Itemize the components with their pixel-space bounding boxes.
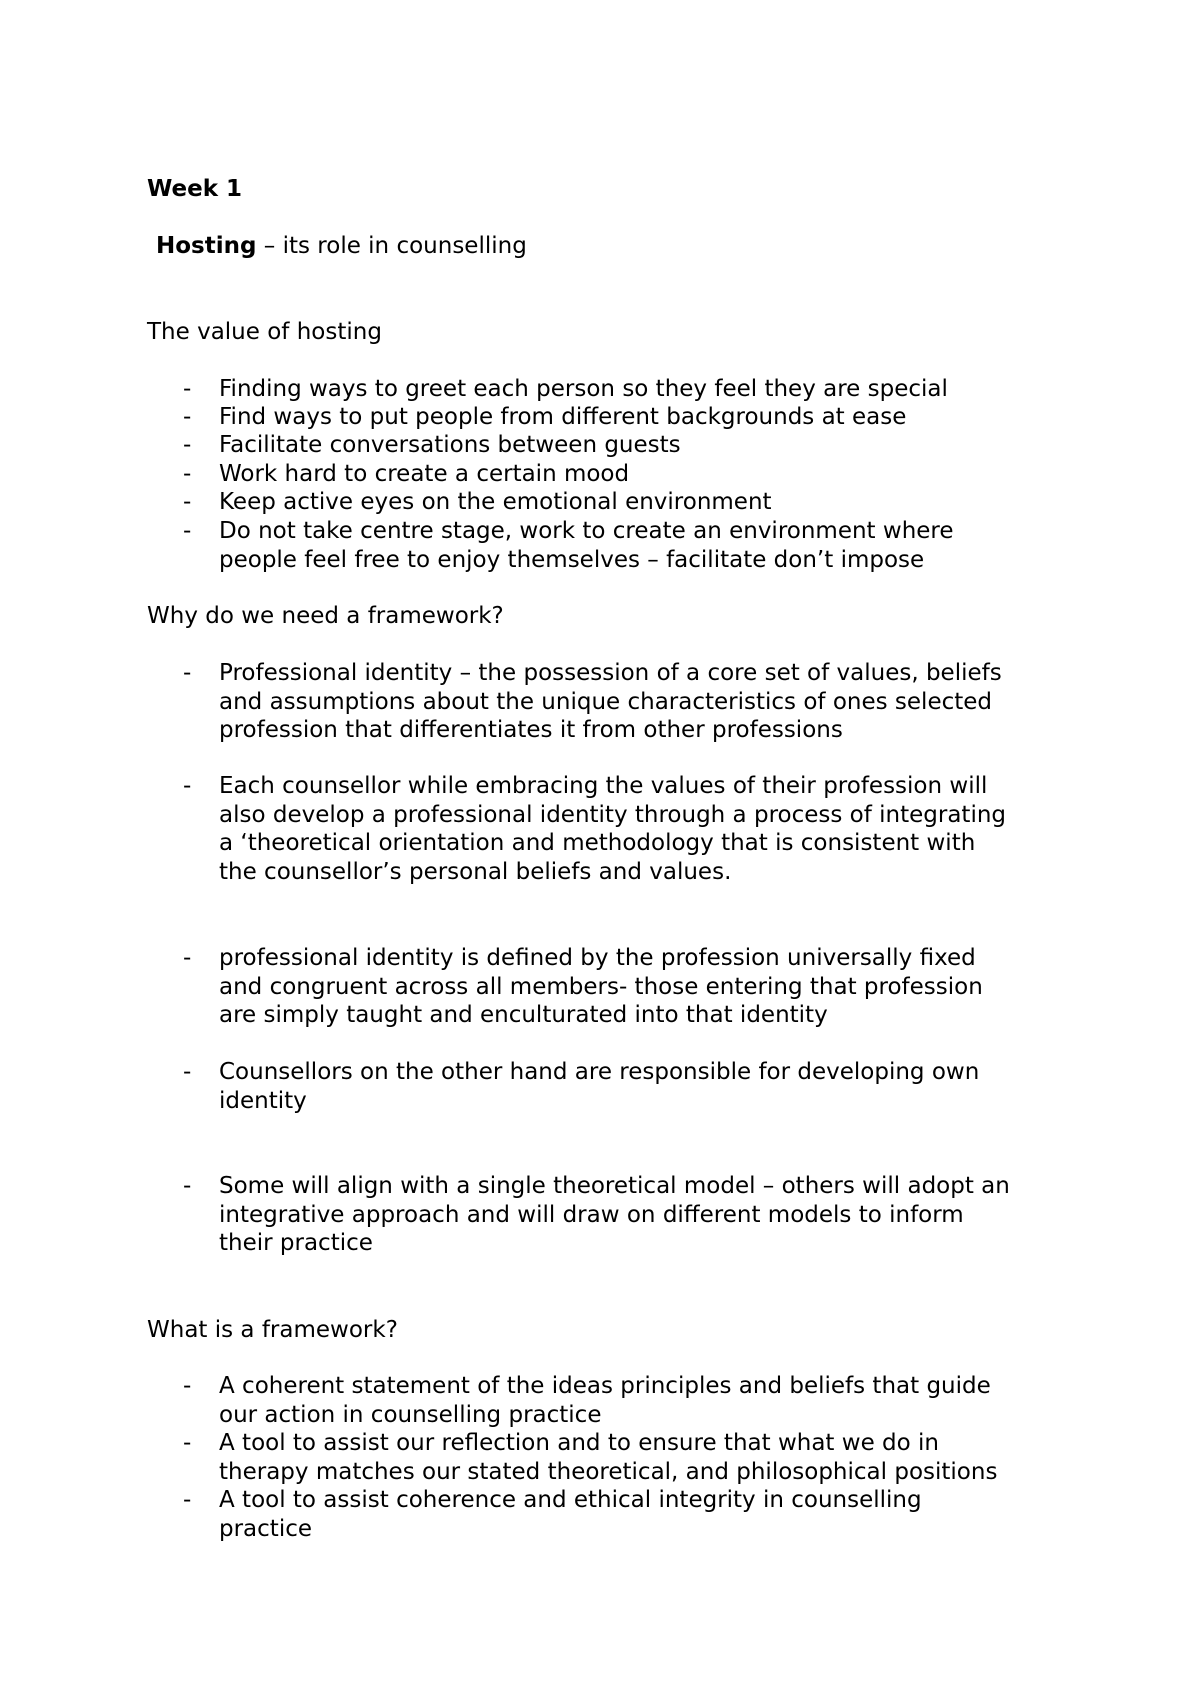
list-item: Some will align with a single theoretical model – others will adopt an integrative approach and will draw on different models to inform their practice <box>219 1173 1010 1256</box>
list-item: Counsellors on the other hand are responsible for developing own identity <box>219 1059 980 1114</box>
list-item: professional identity is defined by the profession universally fixed and congruent across all members- those entering that profession are simply taught and enculturated into that identity <box>219 945 983 1028</box>
list-item: A coherent statement of the ideas principles and beliefs that guide our action in counselling practice <box>219 1373 991 1428</box>
bullet-dash: - <box>183 1487 192 1513</box>
list-item: Each counsellor while embracing the values of their profession will also develop a professional identity through a process of integrating a ‘theoretical orientation and methodology that is consistent with the counsellor’s personal beliefs and values. <box>219 773 1007 885</box>
bullet-dash: - <box>183 432 192 458</box>
bullet-dash: - <box>183 1430 192 1456</box>
list-item: Professional identity – the possession of a core set of values, beliefs and assumptions about the unique characteristics of ones selected profession that differentiates it from other professions <box>219 660 1002 743</box>
bullet-dash: - <box>183 1373 192 1399</box>
bullet-dash: - <box>183 489 192 515</box>
list-item: A tool to assist coherence and ethical integrity in counselling practice <box>219 1487 922 1542</box>
list-item: Do not take centre stage, work to create an environment where people feel free to enjoy themselves – facilitate don’t impose <box>219 518 954 573</box>
list-item: Finding ways to greet each person so they feel they are special <box>219 376 948 402</box>
bullet-dash: - <box>183 1059 192 1085</box>
bullet-dash: - <box>183 376 192 402</box>
topic-line <box>156 232 527 260</box>
bullet-dash: - <box>183 945 192 971</box>
bullet-dash: - <box>183 660 192 686</box>
bullet-dash: - <box>183 518 192 544</box>
list-item: Facilitate conversations between guests <box>219 432 681 458</box>
section-heading: Why do we need a framework? <box>147 603 504 629</box>
list-item: Keep active eyes on the emotional environment <box>219 489 772 515</box>
topic-rest: – its role in counselling <box>256 233 527 259</box>
bullet-dash: - <box>183 461 192 487</box>
bullet-dash: - <box>183 404 192 430</box>
bullet-dash: - <box>183 1173 192 1199</box>
section-heading: What is a framework? <box>147 1317 398 1343</box>
section-heading: The value of hosting <box>147 319 382 345</box>
bullet-dash: - <box>183 773 192 799</box>
list-item: Work hard to create a certain mood <box>219 461 630 487</box>
topic-bold: Hosting <box>156 233 257 259</box>
list-item: Find ways to put people from different backgrounds at ease <box>219 404 907 430</box>
week-title: Week 1 <box>147 176 243 202</box>
list-item: A tool to assist our reflection and to ensure that what we do in therapy matches our stated theoretical, and philosophical positions <box>219 1430 998 1485</box>
